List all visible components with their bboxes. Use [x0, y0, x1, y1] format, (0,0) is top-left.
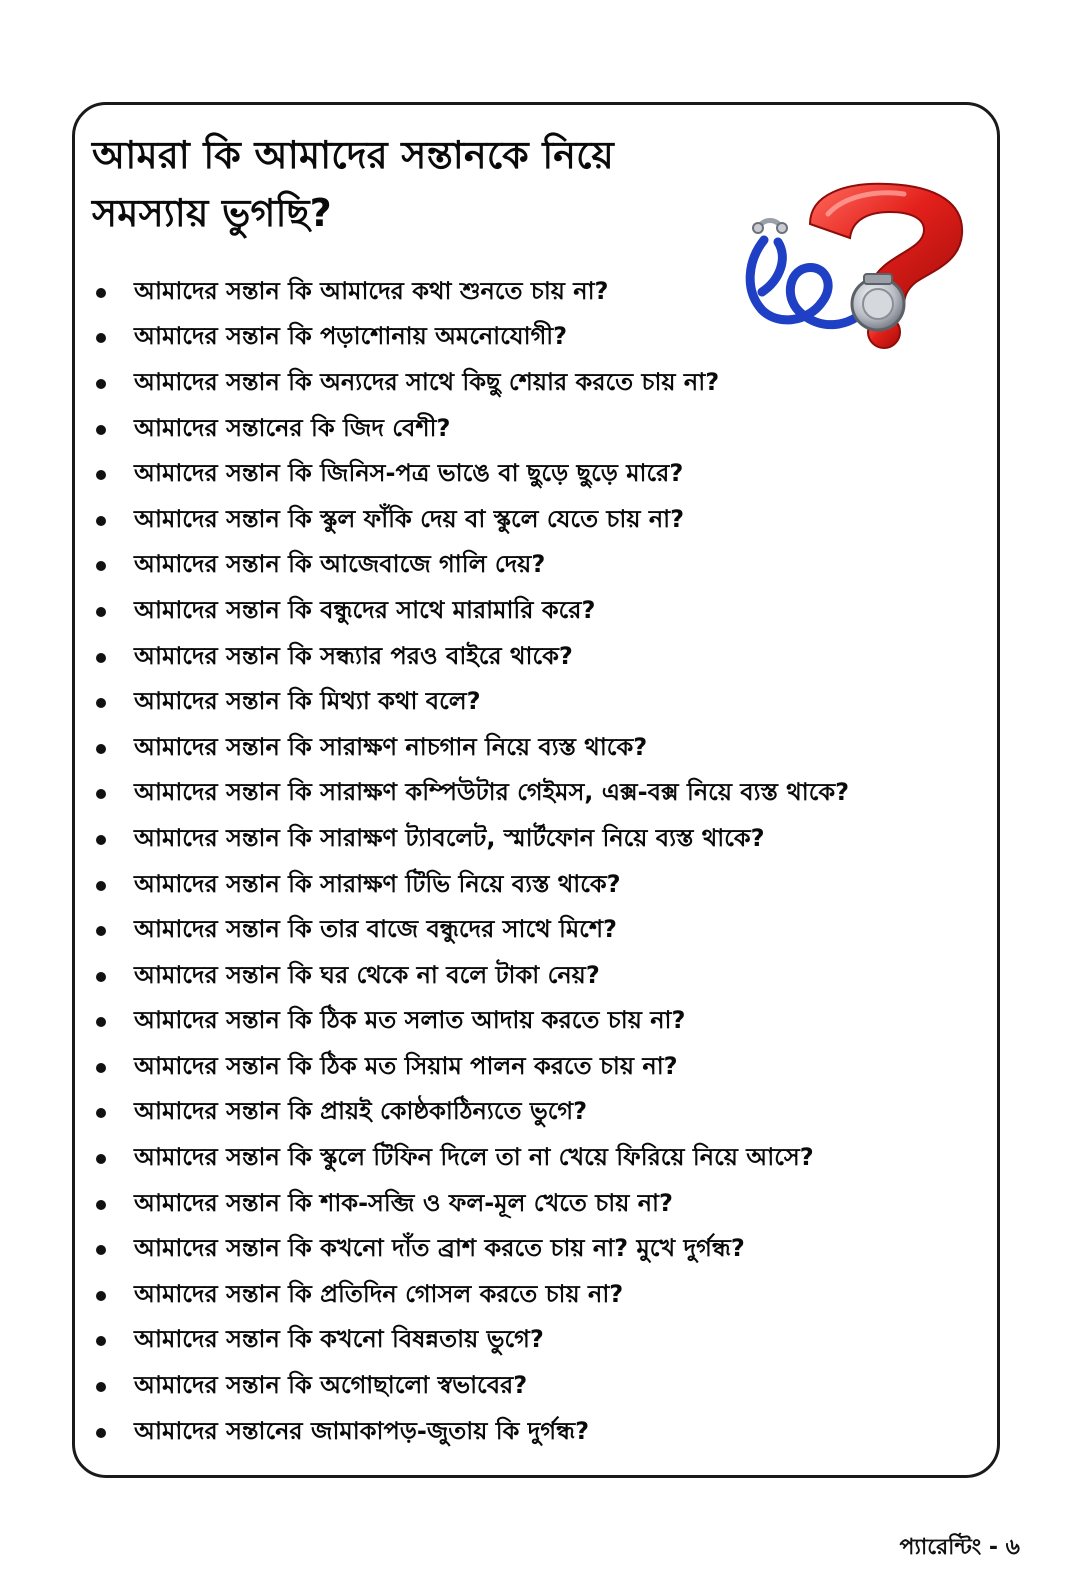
bullet-icon — [96, 1382, 106, 1392]
question-text: আমাদের সন্তানের কি জিদ বেশী? — [134, 413, 451, 442]
bullet-icon — [96, 972, 106, 982]
list-item — [92, 270, 997, 316]
list-item — [92, 772, 997, 818]
bullet-icon — [96, 1200, 106, 1210]
question-list — [92, 270, 997, 1455]
question-text: আমাদের সন্তান কি আজেবাজে গালি দেয়? — [134, 550, 546, 579]
list-item — [92, 1410, 997, 1456]
question-text: আমাদের সন্তান কি সারাক্ষণ নাচগান নিয়ে ব্যস্ত থাকে? — [134, 732, 648, 761]
list-item — [92, 726, 997, 772]
question-text: আমাদের সন্তান কি সারাক্ষণ কম্পিউটার গেইমস, এক্স-বক্স নিয়ে ব্যস্ত থাকে? — [134, 778, 850, 807]
list-item — [92, 817, 997, 863]
list-item — [92, 1136, 997, 1182]
list-item — [92, 361, 997, 407]
list-item — [92, 1045, 997, 1091]
bullet-icon — [96, 1063, 106, 1073]
bullet-icon — [96, 516, 106, 526]
list-item — [92, 1227, 997, 1273]
list-item — [92, 544, 997, 590]
bullet-icon — [96, 1245, 106, 1255]
list-item — [92, 635, 997, 681]
list-item — [92, 1000, 997, 1046]
question-text: আমাদের সন্তান কি ঠিক মত সলাত আদায় করতে চায় না? — [134, 1006, 686, 1035]
question-text: আমাদের সন্তান কি মিথ্যা কথা বলে? — [134, 687, 481, 716]
question-text: আমাদের সন্তান কি ঘর থেকে না বলে টাকা নেয়? — [134, 960, 600, 989]
list-item — [92, 908, 997, 954]
question-text: আমাদের সন্তান কি অগোছালো স্বভাবের? — [134, 1371, 528, 1400]
question-text: আমাদের সন্তান কি শাক-সব্জি ও ফল-মূল খেতে চায় না? — [134, 1188, 673, 1217]
question-text: আমাদের সন্তান কি কখনো বিষন্নতায় ভুগে? — [134, 1325, 544, 1354]
question-text: আমাদের সন্তান কি জিনিস-পত্র ভাঙে বা ছুড়ে ছুড়ে মারে? — [134, 459, 684, 488]
question-text: আমাদের সন্তান কি পড়াশোনায় অমনোযোগী? — [134, 322, 568, 351]
question-text: আমাদের সন্তান কি আমাদের কথা শুনতে চায় না? — [134, 276, 609, 305]
bullet-icon — [96, 698, 106, 708]
bullet-icon — [96, 1108, 106, 1118]
bullet-icon — [96, 333, 106, 343]
list-item — [92, 863, 997, 909]
question-text: আমাদের সন্তান কি সারাক্ষণ টিভি নিয়ে ব্যস্ত থাকে? — [134, 869, 621, 898]
list-item — [92, 1091, 997, 1137]
bullet-icon — [96, 1336, 106, 1346]
bullet-icon — [96, 607, 106, 617]
bullet-icon — [96, 881, 106, 891]
question-text: আমাদের সন্তান কি প্রতিদিন গোসল করতে চায় না? — [134, 1279, 624, 1308]
question-text: আমাদের সন্তান কি কখনো দাঁত ব্রাশ করতে চায় না? মুখে দুর্গন্ধ? — [134, 1234, 745, 1263]
question-text: আমাদের সন্তান কি ঠিক মত সিয়াম পালন করতে চায় না? — [134, 1051, 678, 1080]
question-text: আমাদের সন্তান কি সারাক্ষণ ট্যাবলেট, স্মার্টফোন নিয়ে ব্যস্ত থাকে? — [134, 823, 765, 852]
bullet-icon — [96, 789, 106, 799]
title-line-2: সমস্যায় ভুগছি? — [92, 191, 332, 235]
question-text: আমাদের সন্তান কি প্রায়ই কোষ্ঠকাঠিন্যতে ভুগে? — [134, 1097, 588, 1126]
list-item — [92, 954, 997, 1000]
question-text: আমাদের সন্তান কি সন্ধ্যার পরও বাইরে থাকে? — [134, 641, 573, 670]
bullet-icon — [96, 379, 106, 389]
bullet-icon — [96, 653, 106, 663]
list-item — [92, 407, 997, 453]
question-text: আমাদের সন্তান কি স্কুলে টিফিন দিলে তা না খেয়ে ফিরিয়ে নিয়ে আসে? — [134, 1143, 814, 1172]
list-item — [92, 452, 997, 498]
list-item — [92, 498, 997, 544]
list-item — [92, 1273, 997, 1319]
question-text: আমাদের সন্তান কি তার বাজে বন্ধুদের সাথে মিশে? — [134, 915, 617, 944]
bullet-icon — [96, 1017, 106, 1027]
bullet-icon — [96, 1291, 106, 1301]
list-item — [92, 1182, 997, 1228]
bullet-icon — [96, 288, 106, 298]
list-item — [92, 316, 997, 362]
list-item — [92, 680, 997, 726]
page-title — [92, 126, 712, 242]
title-line-1: আমরা কি আমাদের সন্তানকে নিয়ে — [92, 133, 614, 177]
list-item — [92, 1364, 997, 1410]
question-text: আমাদের সন্তান কি বন্ধুদের সাথে মারামারি করে? — [134, 595, 596, 624]
bullet-icon — [96, 1154, 106, 1164]
list-item — [92, 1319, 997, 1365]
bullet-icon — [96, 926, 106, 936]
bullet-icon — [96, 835, 106, 845]
bullet-icon — [96, 470, 106, 480]
question-text: আমাদের সন্তান কি অন্যদের সাথে কিছু শেয়ার করতে চায় না? — [134, 367, 720, 396]
bullet-icon — [96, 425, 106, 435]
bullet-icon — [96, 561, 106, 571]
bullet-icon — [96, 1428, 106, 1438]
list-item — [92, 589, 997, 635]
bullet-icon — [96, 744, 106, 754]
page-footer: প্যারেন্টিং - ৬ — [899, 1535, 1020, 1560]
question-text: আমাদের সন্তান কি স্কুল ফাঁকি দেয় বা স্কুলে যেতে চায় না? — [134, 504, 685, 533]
question-text: আমাদের সন্তানের জামাকাপড়-জুতায় কি দুর্গন্ধ? — [134, 1416, 590, 1445]
